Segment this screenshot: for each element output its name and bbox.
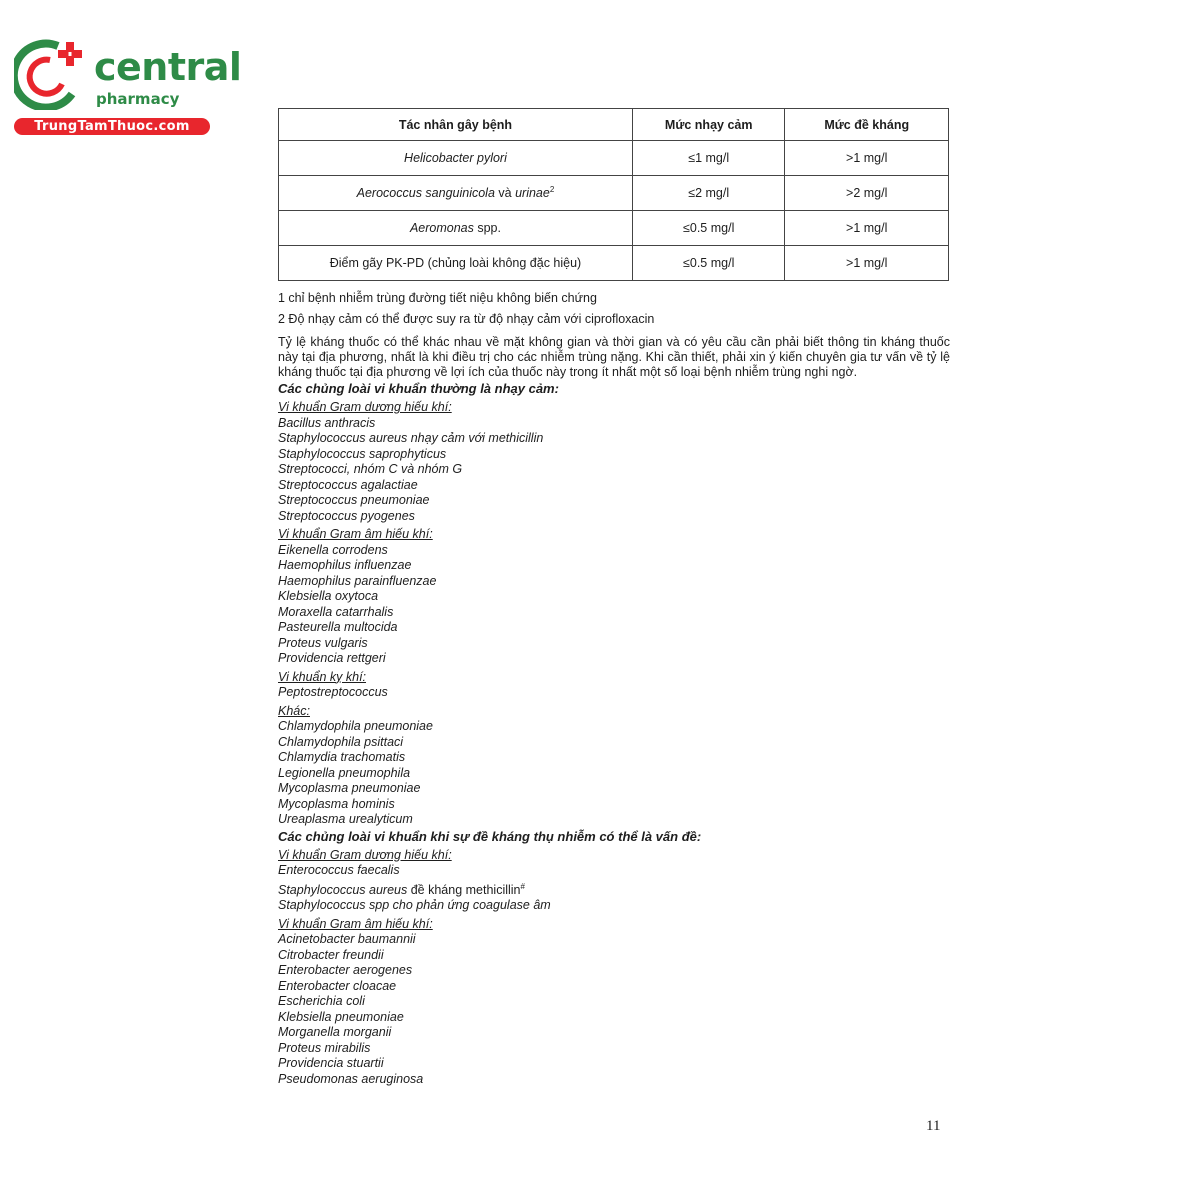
list-item: Morganella morganii [278,1025,392,1040]
list-item: Proteus vulgaris [278,635,368,650]
list-item: Pasteurella multocida [278,620,398,634]
list-item: Klebsiella oxytoca [278,589,379,603]
logo-subtitle: pharmacy [96,90,180,108]
resistant-cell: >1 mg/l [785,246,949,281]
list-item: Enterobacter aerogenes [278,963,413,978]
list-item: Streptococci, nhóm C và nhóm G [278,462,463,476]
header-resistant: Mức đề kháng [785,109,949,141]
susceptible-cell: ≤0.5 mg/l [632,246,785,281]
list-item: Moraxella catarrhalis [278,604,394,619]
header-pathogen: Tác nhân gây bệnh [279,109,633,141]
list-item: Escherichia coli [278,994,365,1009]
table-row [279,176,949,211]
table-row [279,246,949,281]
resistant-cell: >1 mg/l [785,141,949,176]
pharmacy-cross-icon [14,38,90,110]
susceptible-cell: ≤0.5 mg/l [632,211,785,246]
subheading-resistant-gram-negative: Vi khuẩn Gram âm hiếu khí: [278,916,433,931]
list-other [278,719,950,828]
resistance-paragraph: Tỷ lệ kháng thuốc có thể khác nhau về mặt không gian và thời gian và có yêu cầu cần phải biết thông tin kháng thuốc này tại địa phương, nhất là khi điều trị cho các nhiễm trùng nặng. Khi cần thiết, phải xin ý kiến chuyên gia tư vấn về tỷ lệ kháng thuốc tại địa phương về lợi ích của thuốc này trong ít nhất một số loại bệnh nhiễm trùng nghi ngờ. [278,335,950,379]
central-pharmacy-logo [8,36,242,136]
list-resistant-gram-positive-after [278,898,950,914]
list-item: Providencia stuartii [278,1056,384,1071]
footnote-2: 2 Độ nhạy cảm có thể được suy ra từ độ nhạy cảm với ciprofloxacin [278,312,655,326]
list-item: Citrobacter freundii [278,947,384,962]
logo-brand: central [94,45,242,89]
subheading-anaerobic: Vi khuẩn kỵ khí: [278,669,367,684]
list-item: Enterobacter cloacae [278,978,397,993]
list-item: Mycoplasma pneumoniae [278,781,421,795]
list-item: Proteus mirabilis [278,1040,371,1055]
list-item: Chlamydia trachomatis [278,750,406,764]
logo-banner: TrungTamThuoc.com [14,118,210,135]
page-number: 11 [926,1118,941,1134]
subheading-gram-negative: Vi khuẩn Gram âm hiếu khí: [278,527,433,541]
list-item: Streptococcus pneumoniae [278,493,430,507]
list-item: Staphylococcus spp cho phản ứng coagulase âm [278,898,551,913]
list-item: Legionella pneumophila [278,765,411,780]
list-item: Streptococcus pyogenes [278,508,415,523]
resistant-cell: >2 mg/l [785,176,949,211]
subheading-gram-positive: Vi khuẩn Gram dương hiếu khí: [278,400,452,414]
subheading-other: Khác: [278,703,310,718]
footnote-1: 1 chỉ bệnh nhiễm trùng đường tiết niệu không biến chứng [278,291,597,305]
list-item: Klebsiella pneumoniae [278,1009,404,1024]
list-item: Haemophilus influenzae [278,558,412,572]
list-item: Peptostreptococcus [278,685,388,699]
list-gram-negative [278,543,950,667]
list-item: Providencia rettgeri [278,651,386,665]
pathogen-cell: Aerococcus sanguinicola và urinae$^2$ [279,176,633,211]
pathogen-cell: Helicobacter pylori [279,141,633,176]
list-item: Ureaplasma urealyticum [278,812,413,826]
list-item: Haemophilus parainfluenzae [278,573,437,588]
resistant-heading: Các chủng loài vi khuẩn khi sự đề kháng thụ nhiễm có thể là vấn đề: [278,828,702,844]
list-item: Chlamydophila psittaci [278,734,404,749]
list-item: Acinetobacter baumannii [278,932,416,947]
pathogen-cell: Aeromonas spp. [279,211,633,246]
list-item: Staphylococcus aureus nhạy cảm với methicillin [278,431,544,445]
susceptible-cell: ≤1 mg/l [632,141,785,176]
list-item: Enterococcus faecalis [278,863,400,877]
list-item: Bacillus anthracis [278,415,376,430]
susceptible-heading: Các chủng loài vi khuẩn thường là nhạy cảm: [278,381,559,396]
breakpoint-table [278,108,949,281]
list-resistant-gram-positive [278,863,950,879]
pathogen-cell: Điểm gãy PK-PD (chủng loài không đặc hiệu) [279,246,633,281]
list-item: Staphylococcus saprophyticus [278,446,447,461]
document-page [278,108,950,1087]
header-susceptible: Mức nhạy cảm [632,109,785,141]
table-row [279,141,949,176]
resistant-cell: >1 mg/l [785,211,949,246]
list-gram-positive [278,416,950,525]
list-item: Staphylococcus aureus đề kháng methicillin# [278,881,525,897]
list-anaerobic [278,685,950,701]
list-item: Mycoplasma hominis [278,796,395,811]
subheading-resistant-gram-positive: Vi khuẩn Gram dương hiếu khí: [278,847,452,862]
list-item: Streptococcus agalactiae [278,477,418,492]
list-item: Chlamydophila pneumoniae [278,719,433,733]
table-row [279,211,949,246]
susceptible-cell: ≤2 mg/l [632,176,785,211]
list-item: Eikenella corrodens [278,542,388,557]
list-item: Pseudomonas aeruginosa [278,1071,424,1086]
table-header-row [279,109,949,141]
list-resistant-gram-negative [278,932,950,1087]
